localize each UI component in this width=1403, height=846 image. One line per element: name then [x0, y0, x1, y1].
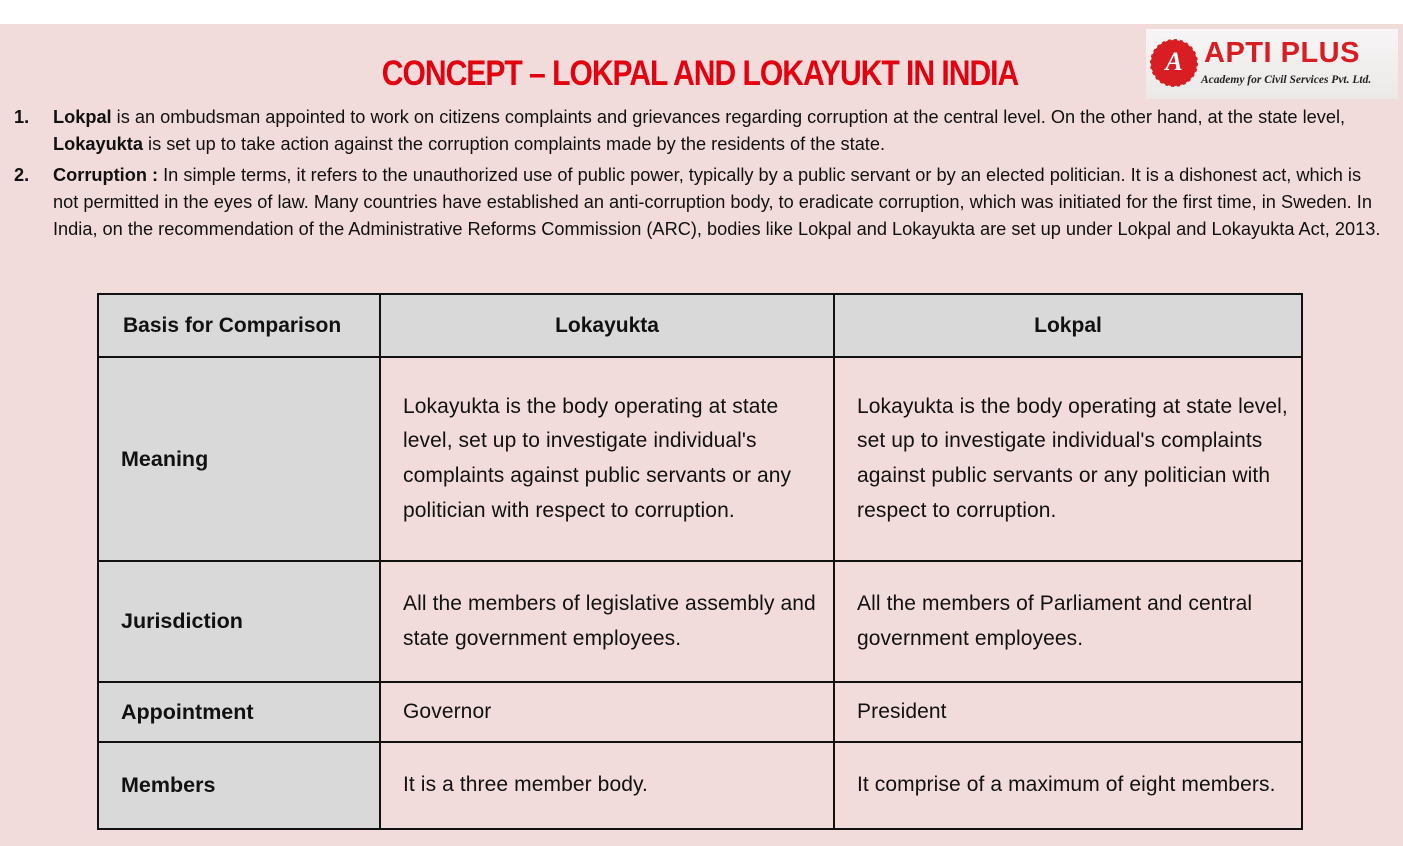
row-label: Meaning [98, 357, 380, 561]
logo-seal-letter: A [1165, 47, 1183, 76]
table-row [98, 357, 1302, 561]
lokayukta-cell: Governor [380, 682, 834, 742]
slide [0, 24, 1403, 846]
header-lokpal: Lokpal [834, 294, 1302, 357]
term-lokpal: Lokpal [53, 107, 112, 127]
logo-name: APTI PLUS [1204, 37, 1360, 69]
lokpal-cell: All the members of Parliament and central government employees. [834, 561, 1302, 682]
logo-seal-icon [1154, 43, 1194, 83]
concept-points [14, 104, 1389, 246]
row-label: Members [98, 742, 380, 829]
logo-subtitle: Academy for Civil Services Pvt. Ltd. [1201, 74, 1372, 86]
lokpal-cell: It comprise of a maximum of eight members. [834, 742, 1302, 829]
table-row [98, 742, 1302, 829]
header-basis: Basis for Comparison [98, 294, 380, 357]
term-lokayukta: Lokayukta [53, 134, 143, 155]
point-1 [14, 104, 1389, 159]
point-text: In simple terms, it refers to the unauthorized use of public power, typically by a public servant or by an elected politician. It is a dishonest act, which is not permitted in the eyes of law. Many countries have established an anti-corruption body, to eradicate corruption, which was initiated for the first time, in Sweden. In India, on the recommendation of the Administrative Reforms Commission (ARC), bodies like Lokpal and Lokayukta are set up under Lokpal and Lokayukta Act, 2013. [53, 164, 1381, 240]
point-text: is set up to take action against the corruption complaints made by the residents of the state. [142, 134, 886, 155]
comparison-table [97, 293, 1303, 830]
point-text: is an ombudsman appointed to work on citizens complaints and grievances regarding corruption at the central level. On the other hand, at the state level, [111, 107, 1346, 127]
lokayukta-cell: All the members of legislative assembly and state government employees. [380, 561, 834, 682]
point-2 [14, 162, 1389, 244]
lokpal-cell: President [834, 682, 1302, 742]
row-label: Appointment [98, 682, 380, 742]
point-number: 2. [14, 164, 30, 185]
table-row [98, 561, 1302, 682]
table-row [98, 682, 1302, 742]
row-label: Jurisdiction [98, 561, 380, 682]
page-title: CONCEPT – LOKPAL AND LOKAYUKT IN INDIA [381, 54, 1019, 93]
lokayukta-cell: Lokayukta is the body operating at state level, set up to investigate individual's complaints against public servants or any politician with respect to corruption. [380, 357, 834, 561]
lokayukta-cell: It is a three member body. [380, 742, 834, 829]
point-number: 1. [14, 107, 30, 127]
table-header-row [98, 294, 1302, 357]
term-corruption: Corruption : [53, 164, 164, 185]
lokpal-cell: Lokayukta is the body operating at state level, set up to investigate individual's complaints against public servants or any politician with respect to corruption. [834, 357, 1302, 561]
logo [1146, 29, 1398, 99]
header-lokayukta: Lokayukta [380, 294, 834, 357]
